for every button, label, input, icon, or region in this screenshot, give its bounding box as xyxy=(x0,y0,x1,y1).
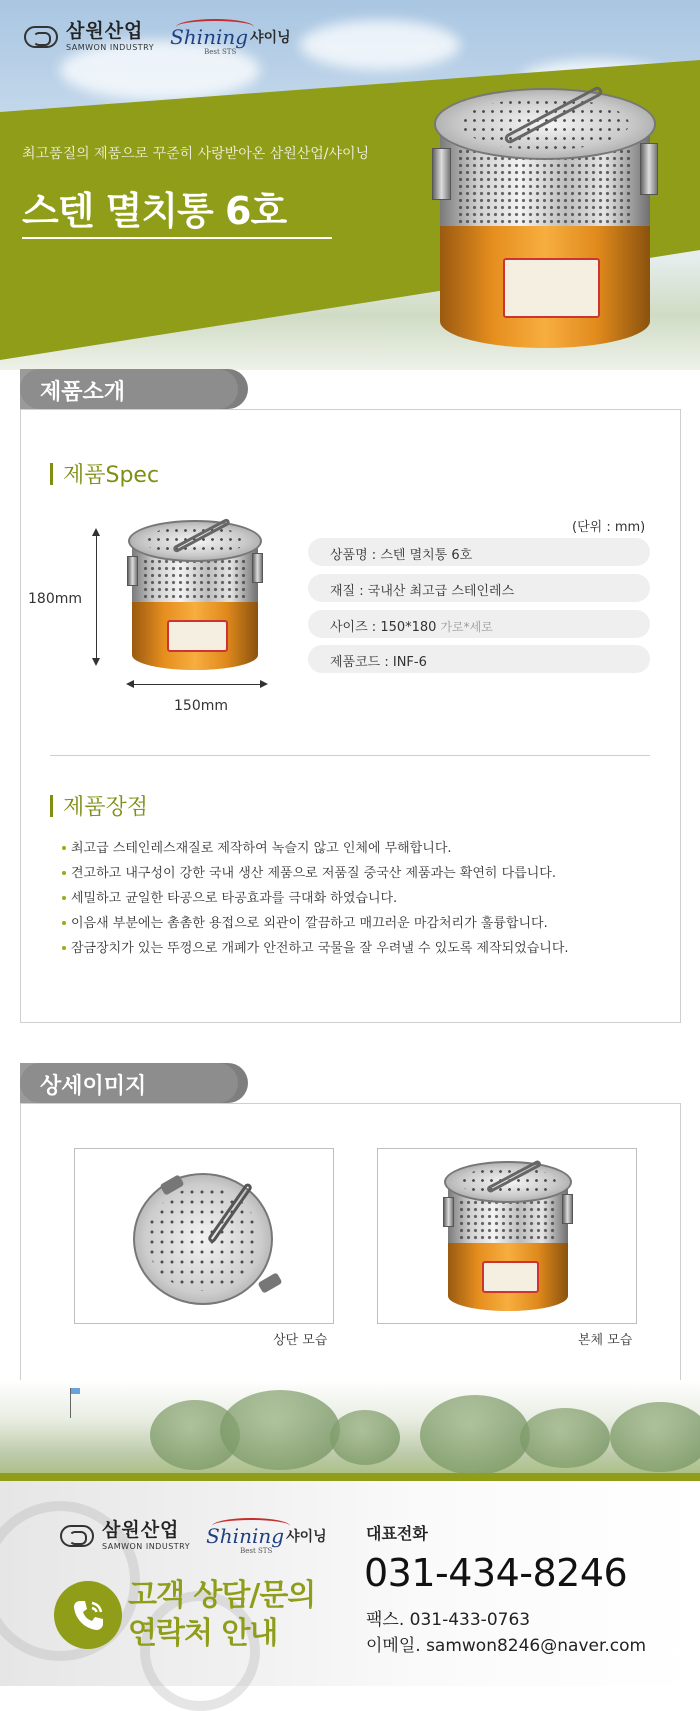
spec-size-hint: 가로*세로 xyxy=(440,620,493,634)
contact-footer xyxy=(0,1473,700,1686)
email-address[interactable]: 이메일. samwon8246@naver.com xyxy=(366,1636,647,1656)
advantages-heading-text: 제품장점 xyxy=(63,795,149,820)
hero-subtitle: 최고품질의 제품으로 꾸준히 사랑받아온 삼원산업/샤이닝 xyxy=(22,146,370,162)
section-divider xyxy=(50,755,650,756)
list-item: 최고급 스테인레스재질로 제작하여 녹슬지 않고 인체에 무해합니다. xyxy=(62,836,569,861)
section-tab-intro xyxy=(20,369,248,409)
spec-product-image xyxy=(132,520,258,670)
phone-icon xyxy=(54,1581,122,1649)
footer-shining-logo: Shining 샤이닝 Best STS xyxy=(206,1524,327,1548)
samwon-logo xyxy=(24,22,154,52)
hero-title: 스텐 멸치통 6호 xyxy=(22,189,287,233)
unit-label: (단위 : mm) xyxy=(572,520,646,535)
hero-title-underline xyxy=(22,237,332,239)
spec-heading xyxy=(50,458,159,489)
caption-body: 본체 모습 xyxy=(578,1333,633,1348)
section-title-detail: 상세이미지 xyxy=(40,1074,147,1099)
shining-swoosh-icon xyxy=(176,19,254,35)
shining-wordmark: Shining xyxy=(170,25,249,49)
shining-wordmark-ko: 샤이닝 xyxy=(250,30,291,46)
header-logos xyxy=(24,20,291,56)
section-tab-detail xyxy=(20,1063,248,1103)
height-arrow xyxy=(96,530,97,664)
hero-banner xyxy=(0,0,700,370)
company-name-ko: 삼원산업 xyxy=(66,20,144,42)
list-item: 잠금장치가 있는 뚜껑으로 개폐가 안전하고 국물을 잘 우려낼 수 있도록 제작되었습니다. xyxy=(62,936,569,961)
phone-label: 대표전화 xyxy=(366,1524,428,1543)
footer-logos xyxy=(60,1519,327,1555)
spec-item-code: 제품코드 : INF-6 xyxy=(308,645,650,673)
best-sts-label: Best STS xyxy=(204,48,237,56)
samwon-logo-icon xyxy=(24,26,58,48)
shining-logo xyxy=(170,25,291,56)
phone-number[interactable]: 031-434-8246 xyxy=(364,1551,628,1595)
advantages-heading xyxy=(50,790,148,821)
samwon-logo-icon xyxy=(60,1525,94,1547)
detail-image-body xyxy=(377,1148,637,1324)
width-label: 150mm xyxy=(174,698,228,714)
spec-heading-text: 제품Spec xyxy=(63,463,160,488)
list-item: 견고하고 내구성이 강한 국내 생산 제품으로 저품질 중국산 제품과는 확연히 다릅니다. xyxy=(62,861,569,886)
spec-item-size: 사이즈 : 150*180 가로*세로 xyxy=(308,610,650,638)
golf-flag-icon xyxy=(70,1388,71,1418)
list-item: 이음새 부분에는 촘촘한 용접으로 외관이 깔끔하고 매끄러운 마감처리가 훌륭합니다. xyxy=(62,911,569,936)
advantages-list xyxy=(62,836,569,961)
hero-product-image xyxy=(440,88,650,350)
footer-samwon-logo: 삼원산업 SAMWON INDUSTRY xyxy=(60,1521,190,1551)
width-arrow xyxy=(128,684,266,685)
contact-title: 고객 상담/문의 연락처 안내 xyxy=(128,1578,316,1651)
caption-top: 상단 모습 xyxy=(273,1333,328,1348)
section-title-intro: 제품소개 xyxy=(40,380,126,405)
height-label: 180mm xyxy=(28,591,82,607)
fax-number: 팩스. 031-433-0763 xyxy=(366,1610,531,1630)
landscape-strip xyxy=(0,1380,700,1480)
spec-item-material: 재질 : 국내산 최고급 스테인레스 xyxy=(308,574,650,602)
detail-image-top xyxy=(74,1148,334,1324)
company-name-en: SAMWON INDUSTRY xyxy=(66,43,155,52)
list-item: 세밀하고 균일한 타공으로 타공효과를 극대화 하였습니다. xyxy=(62,886,569,911)
body-view xyxy=(448,1161,568,1311)
spec-item-name: 상품명 : 스텐 멸치통 6호 xyxy=(308,538,650,566)
